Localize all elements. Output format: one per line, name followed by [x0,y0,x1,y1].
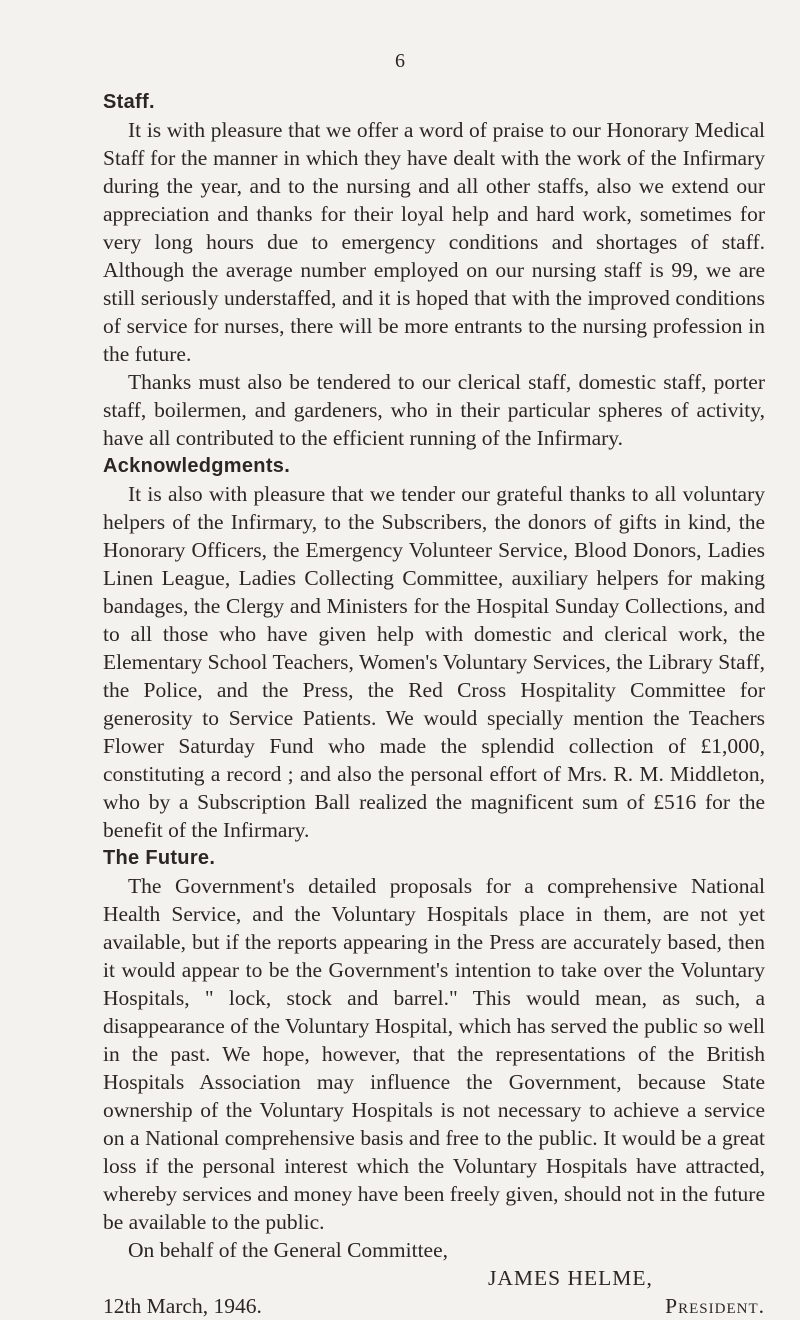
section-heading-acknowledgments: Acknowledgments. [103,455,291,477]
paragraph-future-1: The Government's detailed proposals for a comprehensive National Health Service, and the Voluntary Hospitals place in them, are not yet available, but if the reports appearing in the Press are accurately based, then it would appear to be the Government's intention to take over the Voluntary Hospitals, " lock, stock and barrel." This would mean, as such, a disappearance of the Voluntary Hospital, which has served the public so well in the past. We hope, however, that the representations of the British Hospitals Association may influence the Government, because State ownership of the Voluntary Hospitals is not necessary to achieve a service on a National comprehensive basis and free to the public. It would be a great loss if the personal interest which the Voluntary Hospitals have attracted, whereby services and money have been freely given, should not in the future be available to the public. [103,874,765,1234]
section-acknowledgments [103,452,765,844]
paragraph-staff-1: It is with pleasure that we offer a word of praise to our Honorary Medical Staff for the manner in which they have dealt with the work of the Infirmary during the year, and to the nursing and all other staffs, also we extend our appreciation and thanks for their loyal help and hard work, sometimes for very long hours due to emergency conditions and shortages of staff. Although the average number employed on our nursing staff is 99, we are still seriously understaffed, and it is hoped that with the improved conditions of service for nurses, there will be more entrants to the nursing profession in the future. [103,118,765,366]
date-line [103,1292,765,1320]
signer-name: JAMES HELME, [488,1266,653,1290]
section-staff [103,88,765,452]
signature-line [103,1264,765,1292]
document-date: 12th March, 1946. [103,1294,262,1318]
section-heading-staff: Staff. [103,91,155,113]
section-future [103,844,765,1236]
closing-block [103,1236,765,1320]
document-body [103,88,765,1320]
section-heading-future: The Future. [103,847,216,869]
closing-line: On behalf of the General Committee, [128,1238,449,1262]
signer-title: President. [665,1294,765,1318]
paragraph-acknowledgments-1: It is also with pleasure that we tender our grateful thanks to all voluntary helpers of the Infirmary, to the Subscribers, the donors of gifts in kind, the Honorary Officers, the Emergency Volunteer Service, Blood Donors, Ladies Linen League, Ladies Collecting Committee, auxiliary helpers for making bandages, the Clergy and Ministers for the Hospital Sunday Collections, and to all those who have given help with domestic and clerical work, the Elementary School Teachers, Women's Voluntary Services, the Library Staff, the Police, and the Press, the Red Cross Hospitality Committee for generosity to Service Patients. We would specially mention the Teachers Flower Saturday Fund who made the splendid collection of £1,000, constituting a record ; and also the personal effort of Mrs. R. M. Middleton, who by a Subscription Ball realized the magnificent sum of £516 for the benefit of the Infirmary. [103,482,765,842]
paragraph-staff-2: Thanks must also be tendered to our clerical staff, domestic staff, porter staff, boilermen, and gardeners, who in their particular spheres of activity, have all contributed to the efficient running of the Infirmary. [103,370,765,450]
page-number: 6 [395,50,405,72]
